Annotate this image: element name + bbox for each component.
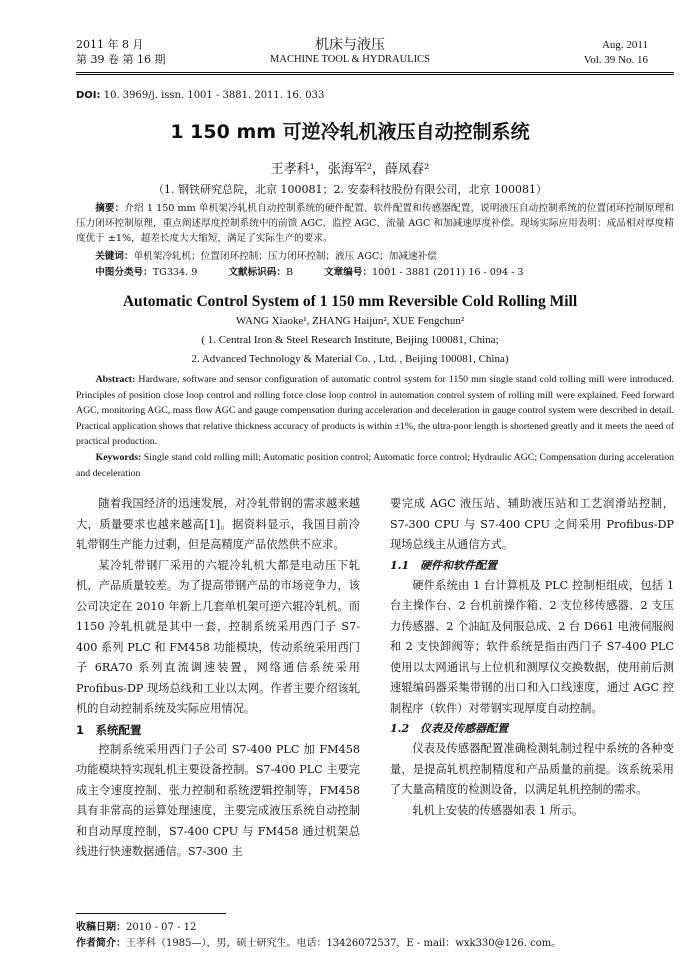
abstract-cn-label: 摘要： (95, 203, 125, 214)
journal-title-cn: 机床与液压 (315, 37, 385, 53)
header-date-en: Aug. 2011 (601, 39, 648, 51)
section-1-2-paragraph: 仪表及传感器配置准确检测轧制过程中系统的各种变量，是提高轧机控制精度和产品质量的前提。该系统采用了大量高精度的检测设备，以满足轧机控制的需求。 (390, 742, 674, 796)
intro-paragraph-1: 随着我国经济的迅速发展，对冷轧带钢的需求越来越大，质量要求也越来越高[1]。据资料显示，我国目前冷轧带钢生产能力过剩，但是高精度产品依然供不应求。 (76, 497, 360, 551)
section-1-heading: 1 系统配置 (76, 722, 142, 737)
doi-value: 10. 3969/j. issn. 1001 - 3881. 2011. 16. 033 (103, 90, 325, 101)
header-date: 2011 年 8 月 (76, 38, 144, 51)
keywords-en-text: Single stand cold rolling mill; Automatic position control; Automatic force control; Hydraulic AGC; Compensation during acceleration and deceleration (76, 452, 674, 479)
journal-title-en: MACHINE TOOL & HYDRAULICS (270, 54, 430, 65)
header-volume-en: Vol. 39 No. 16 (583, 54, 648, 66)
keywords-en-label: Keywords: (95, 452, 142, 463)
classification-line (76, 265, 674, 280)
right-column (390, 494, 674, 821)
header-rule-thin (76, 74, 674, 75)
keywords-cn-text: 单机架冷轧机；位置闭环控制；压力闭环控制；液压 AGC；加减速补偿 (133, 251, 437, 262)
clc-label: 中图分类号： (95, 267, 153, 278)
table-reference-paragraph: 轧机上安装的传感器如表 1 所示。 (412, 803, 584, 817)
article-no-value: 1001 - 3881 (2011) 16 - 094 - 3 (372, 267, 524, 278)
doc-code-label: 文献标识码： (228, 267, 286, 278)
footnote-rule (76, 913, 226, 914)
section-1-paragraph: 控制系统采用西门子公司 S7-400 PLC 加 FM458 功能模块特实现轧机主要设备控制。S7-400 PLC 主要完成主令速度控制、张力控制和系统逻辑控制等，FM458 具有非常高的运算处理速度，主要完成液压系统自动控制和自动厚度控制，S7-400 CPU 与 FM458 通过机架总线进行快速数据通信。S7-300 主 (76, 742, 360, 858)
doi-line (76, 90, 324, 101)
doc-code-value: B (285, 267, 294, 278)
doi-label: DOI: (76, 90, 101, 101)
affiliation-en-1: ( 1. Central Iron & Steel Research Institute, Beijing 100081, China; (201, 334, 499, 346)
intro-paragraph-2: 某冷轧带钢厂采用的六辊冷轧机大都是电动压下轧机，产品质量较差。为了提高带钢产品的市场竞争力，该公司决定在 2010 年新上几套单机架可逆六辊冷轧机。而 1150 冷轧机就是其中一套，控制系统采用西门子 S7-400 系列 PLC 和 FM458 功能模块，传动系统采用西门子 6RA70 系列直流调速装置，网络通信系统采用 Profibus-DP 现场总线和工业以太网。作者主要介绍该轧机的自动控制系统及实际应用情况。 (76, 558, 360, 715)
paper-title-cn: 1 150 mm 可逆冷轧机液压自动控制系统 (170, 121, 530, 143)
author-bio-label: 作者简介： (76, 938, 126, 949)
header-volume: 第 39 卷 第 16 期 (76, 53, 166, 66)
left-column (76, 494, 360, 863)
keywords-en (76, 450, 674, 481)
abstract-en-label: Abstract: (95, 374, 136, 385)
affiliation-en-2: 2. Advanced Technology & Material Co. , Ltd. , Beijing 100081, China) (191, 353, 509, 365)
received-value: 2010 - 07 - 12 (126, 922, 197, 933)
continued-paragraph: 要完成 AGC 液压站、辅助液压站和工艺润滑站控制，S7-300 CPU 与 S7-400 CPU 之间采用 Profibus-DP 现场总线主从通信方式。 (390, 497, 674, 551)
received-label: 收稿日期： (76, 922, 126, 933)
abstract-en (76, 372, 674, 450)
keywords-cn-label: 关键词： (95, 251, 134, 262)
section-1-2-heading: 1.2 仪表及传感器配置 (390, 722, 509, 735)
authors-en: WANG Xiaoke¹, ZHANG Haijun², XUE Fengchun² (235, 315, 465, 327)
section-1-1-heading: 1.1 硬件和软件配置 (390, 558, 498, 572)
section-1-1-paragraph: 硬件系统由 1 台计算机及 PLC 控制柜组成，包括 1 台主操作台、2 台机前操作箱、2 支位移传感器、2 支压力传感器、2 个油缸及伺服总成、2 台 D661 电液伺服阀和 2 支快卸阀等；软件系统是指由西门子 S7-400 PLC 使用以太网通讯与上位机和测厚仪交换数据，使用前后测速辊编码器采集带钢的出口和入口线速度，通过 AGC 控制程序（软件）对带钢实现厚度自动控制。 (390, 578, 674, 715)
clc-value: TG334. 9 (152, 267, 198, 278)
article-no-label: 文章编号： (324, 267, 373, 278)
abstract-cn (76, 201, 674, 246)
author-bio-text: 王孝科（1985—），男，硕士研究生。电话：13426072537，E - mail：wxk330@126. com。 (126, 938, 562, 949)
received-date (76, 921, 196, 935)
abstract-cn-text: 介绍 1 150 mm 单机架冷轧机自动控制系统的硬件配置、软件配置和传感器配置，说明液压自动控制系统的位置闭环控制原理和压力闭环控制原理，重点阐述厚度控制系统中的前馈 AGC、监控 AGC、流量 AGC 和加减速厚度补偿。现场实际应用表明：成品相对厚度精度优于 ±1%，超差长度大大缩短，满足了实际生产的要求。 (76, 203, 674, 244)
keywords-cn (76, 249, 674, 264)
author-bio (76, 937, 674, 951)
paper-title-en: Automatic Control System of 1 150 mm Reversible Cold Rolling Mill (122, 293, 578, 310)
affiliation-cn: （1. 钢铁研究总院，北京 100081；2. 安泰科技股份有限公司，北京 100081） (153, 183, 547, 196)
authors-cn: 王孝科¹，张海军²，薛凤春² (270, 162, 430, 177)
header-rule (76, 72, 674, 73)
abstract-en-text: Hardware, software and sensor configuration of automatic control system for 1150 mm single stand cold rolling mill were introduced. Principles of position close loop control and rolling force close loop control in automation control system of rolling mill were explained. Feed forward AGC, monitoring AGC, mass flow AGC and gauge compensation during acceleration and deceleration in gauge control system were described in detail. Practical application shows that relative thickness accuracy of products is within ±1%, the ultra-poor length is shortened greatly and it meets the need of practical production. (76, 374, 674, 447)
